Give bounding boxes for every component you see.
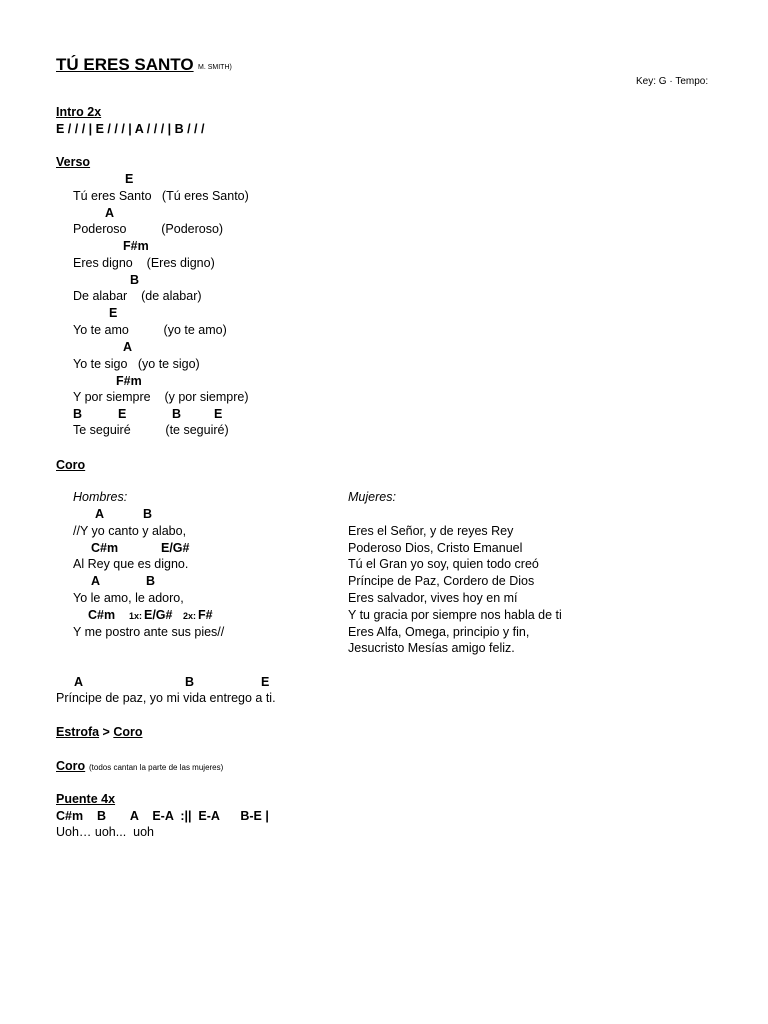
verso-chord-3: F#m — [123, 239, 149, 253]
key-value: G — [658, 76, 667, 87]
tag-chord-3: E — [261, 675, 270, 689]
intro-chords: E / / / | E / / / | A / / / | B / / / — [56, 122, 205, 136]
estrofa-coro — [56, 726, 143, 739]
second-time-marker: 2x: — [183, 611, 197, 621]
tag-chord-1: A — [74, 675, 84, 689]
verso-line-2: Poderoso (Poderoso) — [73, 222, 224, 236]
verso-chord-5: E — [109, 306, 118, 320]
key-label: Key: — [636, 76, 657, 87]
puente-chords: C#m B A E-A :|| E-A B-E | — [56, 809, 269, 823]
key-tempo — [636, 77, 708, 87]
verso-line-5: Yo te amo (yo te amo) — [73, 323, 227, 337]
tempo-label: Tempo: — [675, 76, 709, 87]
hombres-chord-3a: A — [91, 574, 101, 588]
hombres-line-4: Y me postro ante sus pies// — [73, 625, 225, 639]
verso-line-7: Y por siempre (y por siempre) — [73, 390, 249, 404]
coro-heading: Coro — [56, 458, 86, 472]
hombres-line-2: Al Rey que es digno. — [73, 557, 189, 571]
hombres-chord-4a: C#m — [88, 608, 116, 622]
hombres-chord-4c: F# — [198, 608, 213, 622]
mujeres-line-3: Tú el Gran yo soy, quien todo creó — [348, 557, 539, 571]
verso-heading: Verso — [56, 155, 91, 169]
hombres-line-1: //Y yo canto y alabo, — [73, 524, 187, 538]
puente-heading: Puente 4x — [56, 792, 116, 806]
hombres-chord-4b: E/G# — [144, 608, 173, 622]
mujeres-line-8: Jesucristo Mesías amigo feliz. — [348, 641, 515, 655]
separator: · — [669, 76, 673, 87]
verso-chord-7: F#m — [116, 374, 142, 388]
verso-last-chord-2: E — [118, 407, 127, 421]
arrow: > — [99, 725, 114, 739]
verso-last-chord-1: B — [73, 407, 83, 421]
mujeres-line-4: Príncipe de Paz, Cordero de Dios — [348, 574, 535, 588]
puente-line: Uoh… uoh... uoh — [56, 825, 154, 839]
coro-label: Coro — [113, 725, 143, 739]
mujeres-line-1: Eres el Señor, y de reyes Rey — [348, 524, 514, 538]
verso-line-4: De alabar (de alabar) — [73, 289, 202, 303]
song-author: M. SMITH) — [198, 64, 232, 71]
mujeres-line-7: Eres Alfa, Omega, principio y fin, — [348, 625, 530, 639]
verso-line-6: Yo te sigo (yo te sigo) — [73, 357, 200, 371]
first-time-marker: 1x: — [129, 611, 143, 621]
intro-heading: Intro 2x — [56, 105, 102, 119]
hombres-chord-3b: B — [146, 574, 156, 588]
verso-line-1: Tú eres Santo (Tú eres Santo) — [73, 189, 249, 203]
mujeres-label: Mujeres: — [348, 490, 396, 504]
estrofa-label: Estrofa — [56, 725, 100, 739]
verso-chord-1: E — [125, 172, 134, 186]
verso-last-chord-4: E — [214, 407, 223, 421]
verso-chord-2: A — [105, 206, 115, 220]
verso-last-chord-3: B — [172, 407, 182, 421]
song-title: TÚ ERES SANTO — [56, 55, 194, 74]
verso-line-3: Eres digno (Eres digno) — [73, 256, 215, 270]
mujeres-line-5: Eres salvador, vives hoy en mí — [348, 591, 518, 605]
hombres-chord-2b: E/G# — [161, 541, 190, 555]
hombres-label: Hombres: — [73, 490, 128, 504]
verso-last-line: Te seguiré (te seguiré) — [73, 423, 229, 437]
hombres-chord-1b: B — [143, 507, 153, 521]
mujeres-line-6: Y tu gracia por siempre nos habla de ti — [348, 608, 562, 622]
coro2-heading: Coro — [56, 759, 86, 773]
coro2-note: (todos cantan la parte de las mujeres) — [89, 763, 224, 772]
hombres-chord-1a: A — [95, 507, 105, 521]
tag-line: Príncipe de paz, yo mi vida entrego a ti. — [56, 691, 276, 705]
mujeres-line-2: Poderoso Dios, Cristo Emanuel — [348, 541, 523, 555]
verso-chord-4: B — [130, 273, 140, 287]
verso-chord-6: A — [123, 340, 133, 354]
tag-chord-2: B — [185, 675, 195, 689]
hombres-chord-2a: C#m — [91, 541, 119, 555]
hombres-line-3: Yo le amo, le adoro, — [73, 591, 184, 605]
